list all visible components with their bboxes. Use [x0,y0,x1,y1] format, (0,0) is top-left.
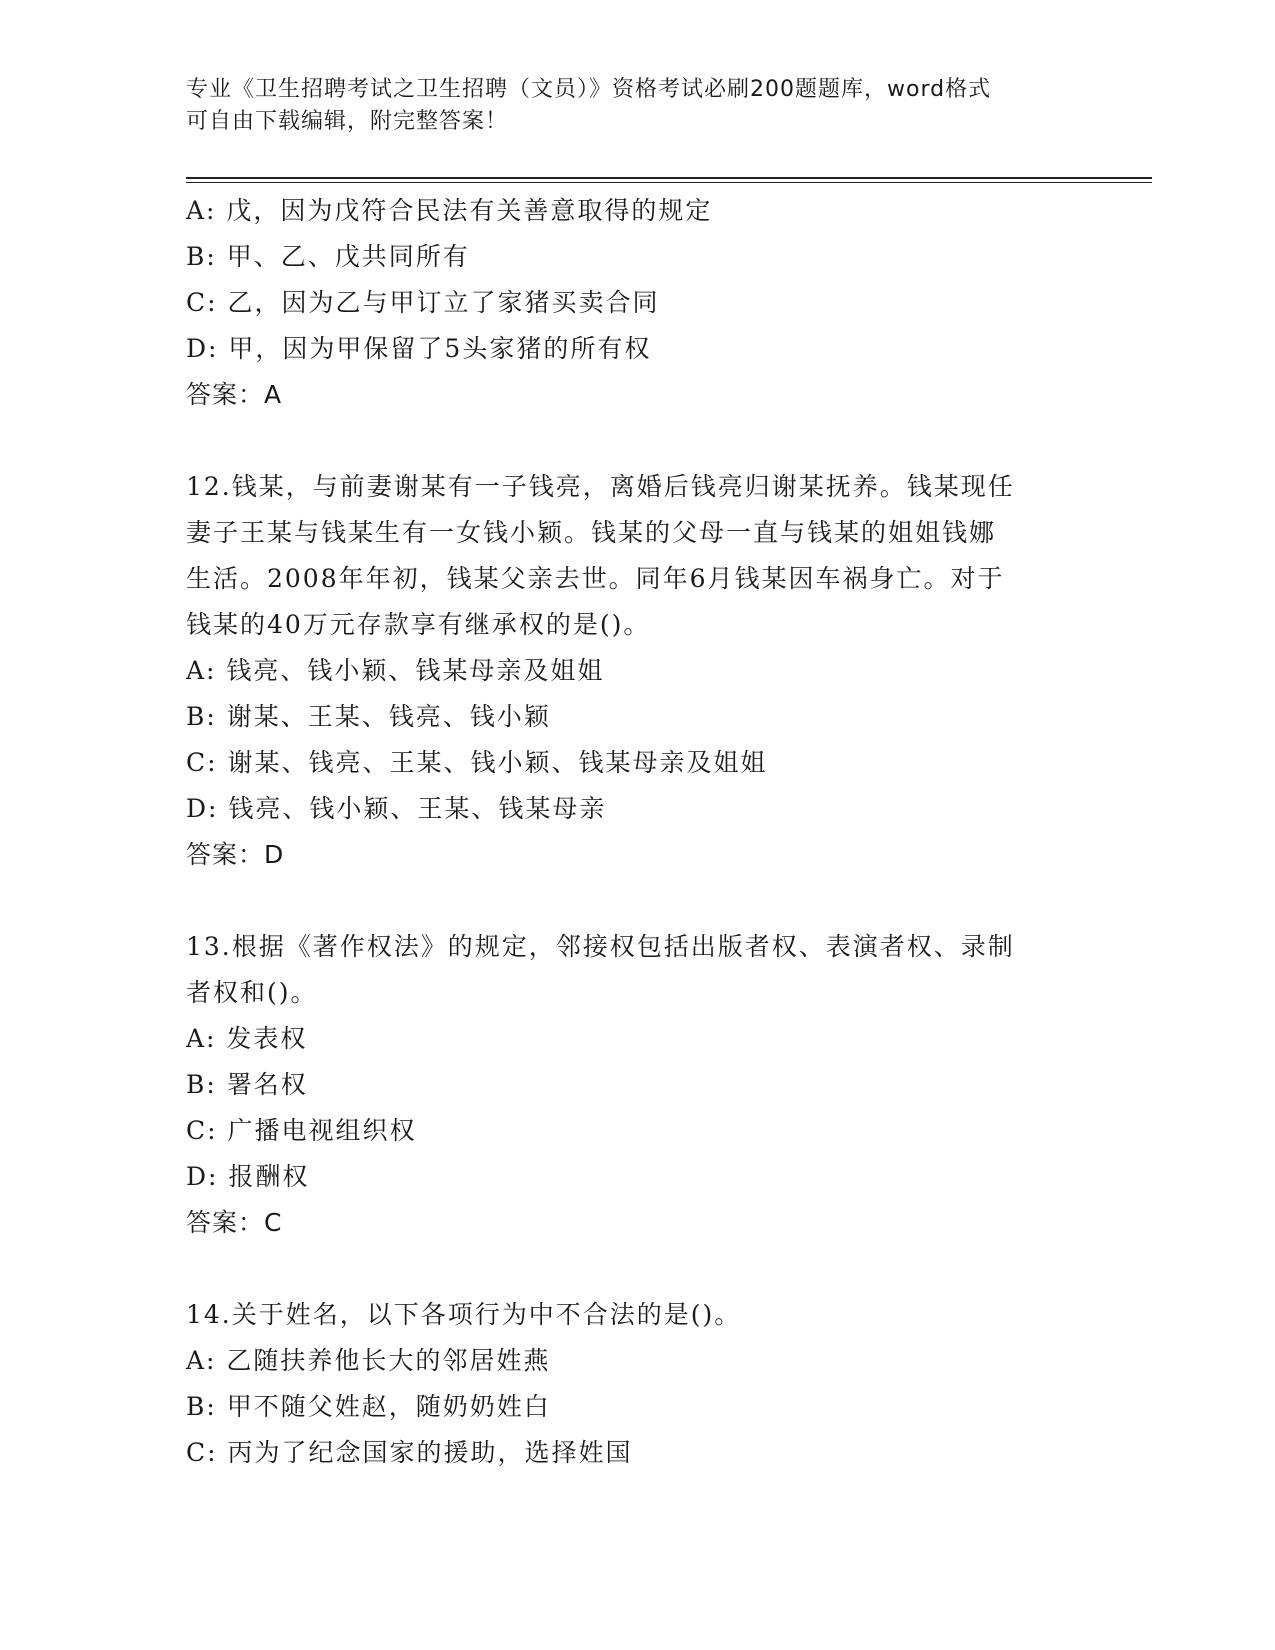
header-divider-thin [186,182,1152,183]
option-b: B: 谢某、王某、钱亮、钱小颖 [186,702,551,731]
question-text: 13.根据《著作权法》的规定，邻接权包括出版者权、表演者权、录制 [186,932,1015,961]
option-c: C: 丙为了纪念国家的援助，选择姓国 [186,1438,633,1467]
answer: 答案：D [186,840,285,869]
option-a: A: 钱亮、钱小颖、钱某母亲及姐姐 [186,656,605,685]
spacer [186,1246,1086,1292]
option-d: D: 报酬权 [186,1162,310,1191]
document-header [186,74,1086,138]
question-12 [186,464,1086,878]
question-text: 钱某的40万元存款享有继承权的是()。 [186,610,651,639]
option-b: B: 甲不随父姓赵，随奶奶姓白 [186,1392,551,1421]
question-14 [186,1292,1086,1476]
spacer [186,878,1086,924]
answer: 答案：A [186,380,283,409]
option-d: D: 钱亮、钱小颖、王某、钱某母亲 [186,794,607,823]
header-divider [186,177,1152,179]
option-c: C: 乙，因为乙与甲订立了家猪买卖合同 [186,288,660,317]
option-a: A: 乙随扶养他长大的邻居姓燕 [186,1346,551,1375]
option-d: D: 甲，因为甲保留了5头家猪的所有权 [186,334,652,363]
answer: 答案：C [186,1208,283,1237]
option-b: B: 署名权 [186,1070,308,1099]
document-body [186,188,1086,1476]
header-line-1: 专业《卫生招聘考试之卫生招聘（文员）》资格考试必刷200题题库，word格式 [186,77,992,102]
option-a: A: 发表权 [186,1024,308,1053]
question-text: 生活。2008年年初，钱某父亲去世。同年6月钱某因车祸身亡。对于 [186,564,1005,593]
question-text: 12.钱某，与前妻谢某有一子钱亮，离婚后钱亮归谢某抚养。钱某现任 [186,472,1015,501]
question-text: 者权和()。 [186,978,318,1007]
option-c: C: 广播电视组织权 [186,1116,417,1145]
question-text: 妻子王某与钱某生有一女钱小颖。钱某的父母一直与钱某的姐姐钱娜 [186,518,997,547]
question-11 [186,188,1086,418]
option-a: A: 戊，因为戊符合民法有关善意取得的规定 [186,196,713,225]
spacer [186,418,1086,464]
option-b: B: 甲、乙、戊共同所有 [186,242,470,271]
question-text: 14.关于姓名，以下各项行为中不合法的是()。 [186,1300,742,1329]
header-line-2: 可自由下载编辑，附完整答案！ [186,109,509,134]
option-c: C: 谢某、钱亮、王某、钱小颖、钱某母亲及姐姐 [186,748,768,777]
question-13 [186,924,1086,1246]
